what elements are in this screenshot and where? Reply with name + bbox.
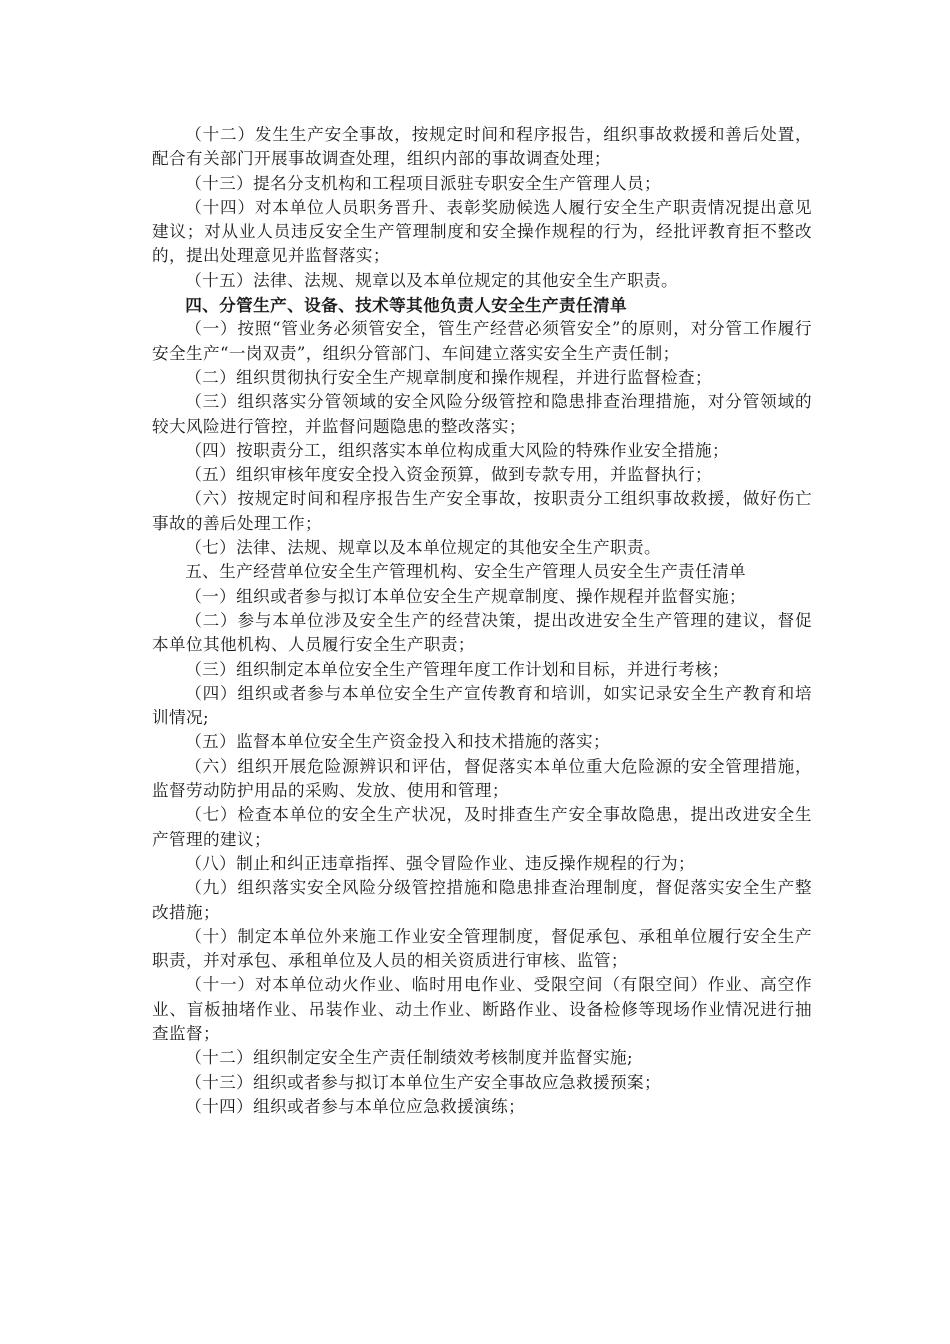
list-item: （十）制定本单位外来施工作业安全管理制度，督促承包、承租单位履行安全生产职责，并对承包、承租单位及人员的相关资质进行审核、监管； (152, 926, 812, 971)
list-item: （五）组织审核年度安全投入资金预算，做到专款专用，并监督执行； (185, 465, 712, 485)
list-item: （五）监督本单位安全生产资金投入和技术措施的落实； (185, 732, 611, 752)
list-item: （六）组织开展危险源辨识和评估，督促落实本单位重大危险源的安全管理措施，监督劳动防护用品的采购、发放、使用和管理； (152, 756, 812, 801)
list-item: （三）组织落实分管领域的安全风险分级管控和隐患排查治理措施，对分管领域的较大风险进行管控，并监督问题隐患的整改落实； (152, 392, 812, 436)
list-item: （八）制止和纠正违章指挥、强令冒险作业、违反操作规程的行为； (185, 853, 695, 873)
list-item: （十二）发生生产安全事故，按规定时间和程序报告，组织事故救援和善后处置，配合有关部门开展事故调查处理，组织内部的事故调查处理； (152, 125, 812, 169)
list-item: （六）按规定时间和程序报告生产安全事故，按职责分工组织事故救援，做好伤亡事故的善后处理工作； (152, 489, 812, 533)
list-item: （十二）组织制定安全生产责任制绩效考核制度并监督实施; (185, 1048, 634, 1068)
list-item: （十三）提名分支机构和工程项目派驻专职安全生产管理人员； (185, 173, 662, 193)
section-heading: 五、生产经营单位安全生产管理机构、安全生产管理人员安全生产责任清单 (185, 562, 746, 582)
list-item: （一）按照“管业务必须管安全，管生产经营必须管安全”的原则，对分管工作履行安全生产“一岗双责”，组织分管部门、车间建立落实安全生产责任制； (152, 319, 812, 363)
list-item: （四）组织或者参与本单位安全生产宣传教育和培训，如实记录安全生产教育和培训情况; (152, 683, 812, 728)
list-item: （十五）法律、法规、规章以及本单位规定的其他安全生产职责。 (185, 270, 679, 290)
list-item: （十一）对本单位动火作业、临时用电作业、受限空间（有限空间）作业、高空作业、盲板抽堵作业、吊装作业、动土作业、断路作业、设备检修等现场作业情况进行抽查监督； (152, 975, 812, 1043)
list-item: （十三）组织或者参与拟订本单位生产安全事故应急救援预案； (185, 1072, 662, 1092)
list-item: （七）检查本单位的安全生产状况，及时排查生产安全事故隐患，提出改进安全生产管理的建议； (152, 805, 812, 849)
list-item: （七）法律、法规、规章以及本单位规定的其他安全生产职责。 (185, 538, 662, 558)
list-item: （十四）对本单位人员职务晋升、表彰奖励候选人履行安全生产职责情况提出意见建议；对从业人员违反安全生产管理制度和安全操作规程的行为，经批评教育拒不整改的，提出处理意见并监督落实； (152, 197, 812, 266)
list-item: （二）组织贯彻执行安全生产规章制度和操作规程，并进行监督检查； (185, 367, 712, 387)
section-heading: 四、分管生产、设备、技术等其他负责人安全生产责任清单 (185, 295, 628, 316)
list-item: （九）组织落实安全风险分级管控措施和隐患排查治理制度，督促落实安全生产整改措施； (152, 878, 812, 922)
list-item: （二）参与本单位涉及安全生产的经营决策，提出改进安全生产管理的建议，督促本单位其他机构、人员履行安全生产职责； (152, 610, 812, 655)
list-item: （三）组织制定本单位安全生产管理年度工作计划和目标，并进行考核； (185, 659, 729, 679)
document-body (152, 123, 812, 1119)
list-item: （十四）组织或者参与本单位应急救援演练； (185, 1096, 526, 1116)
list-item: （一）组织或者参与拟订本单位安全生产规章制度、操作规程并监督实施； (185, 586, 746, 606)
list-item: （四）按职责分工，组织落实本单位构成重大风险的特殊作业安全措施； (185, 440, 729, 460)
